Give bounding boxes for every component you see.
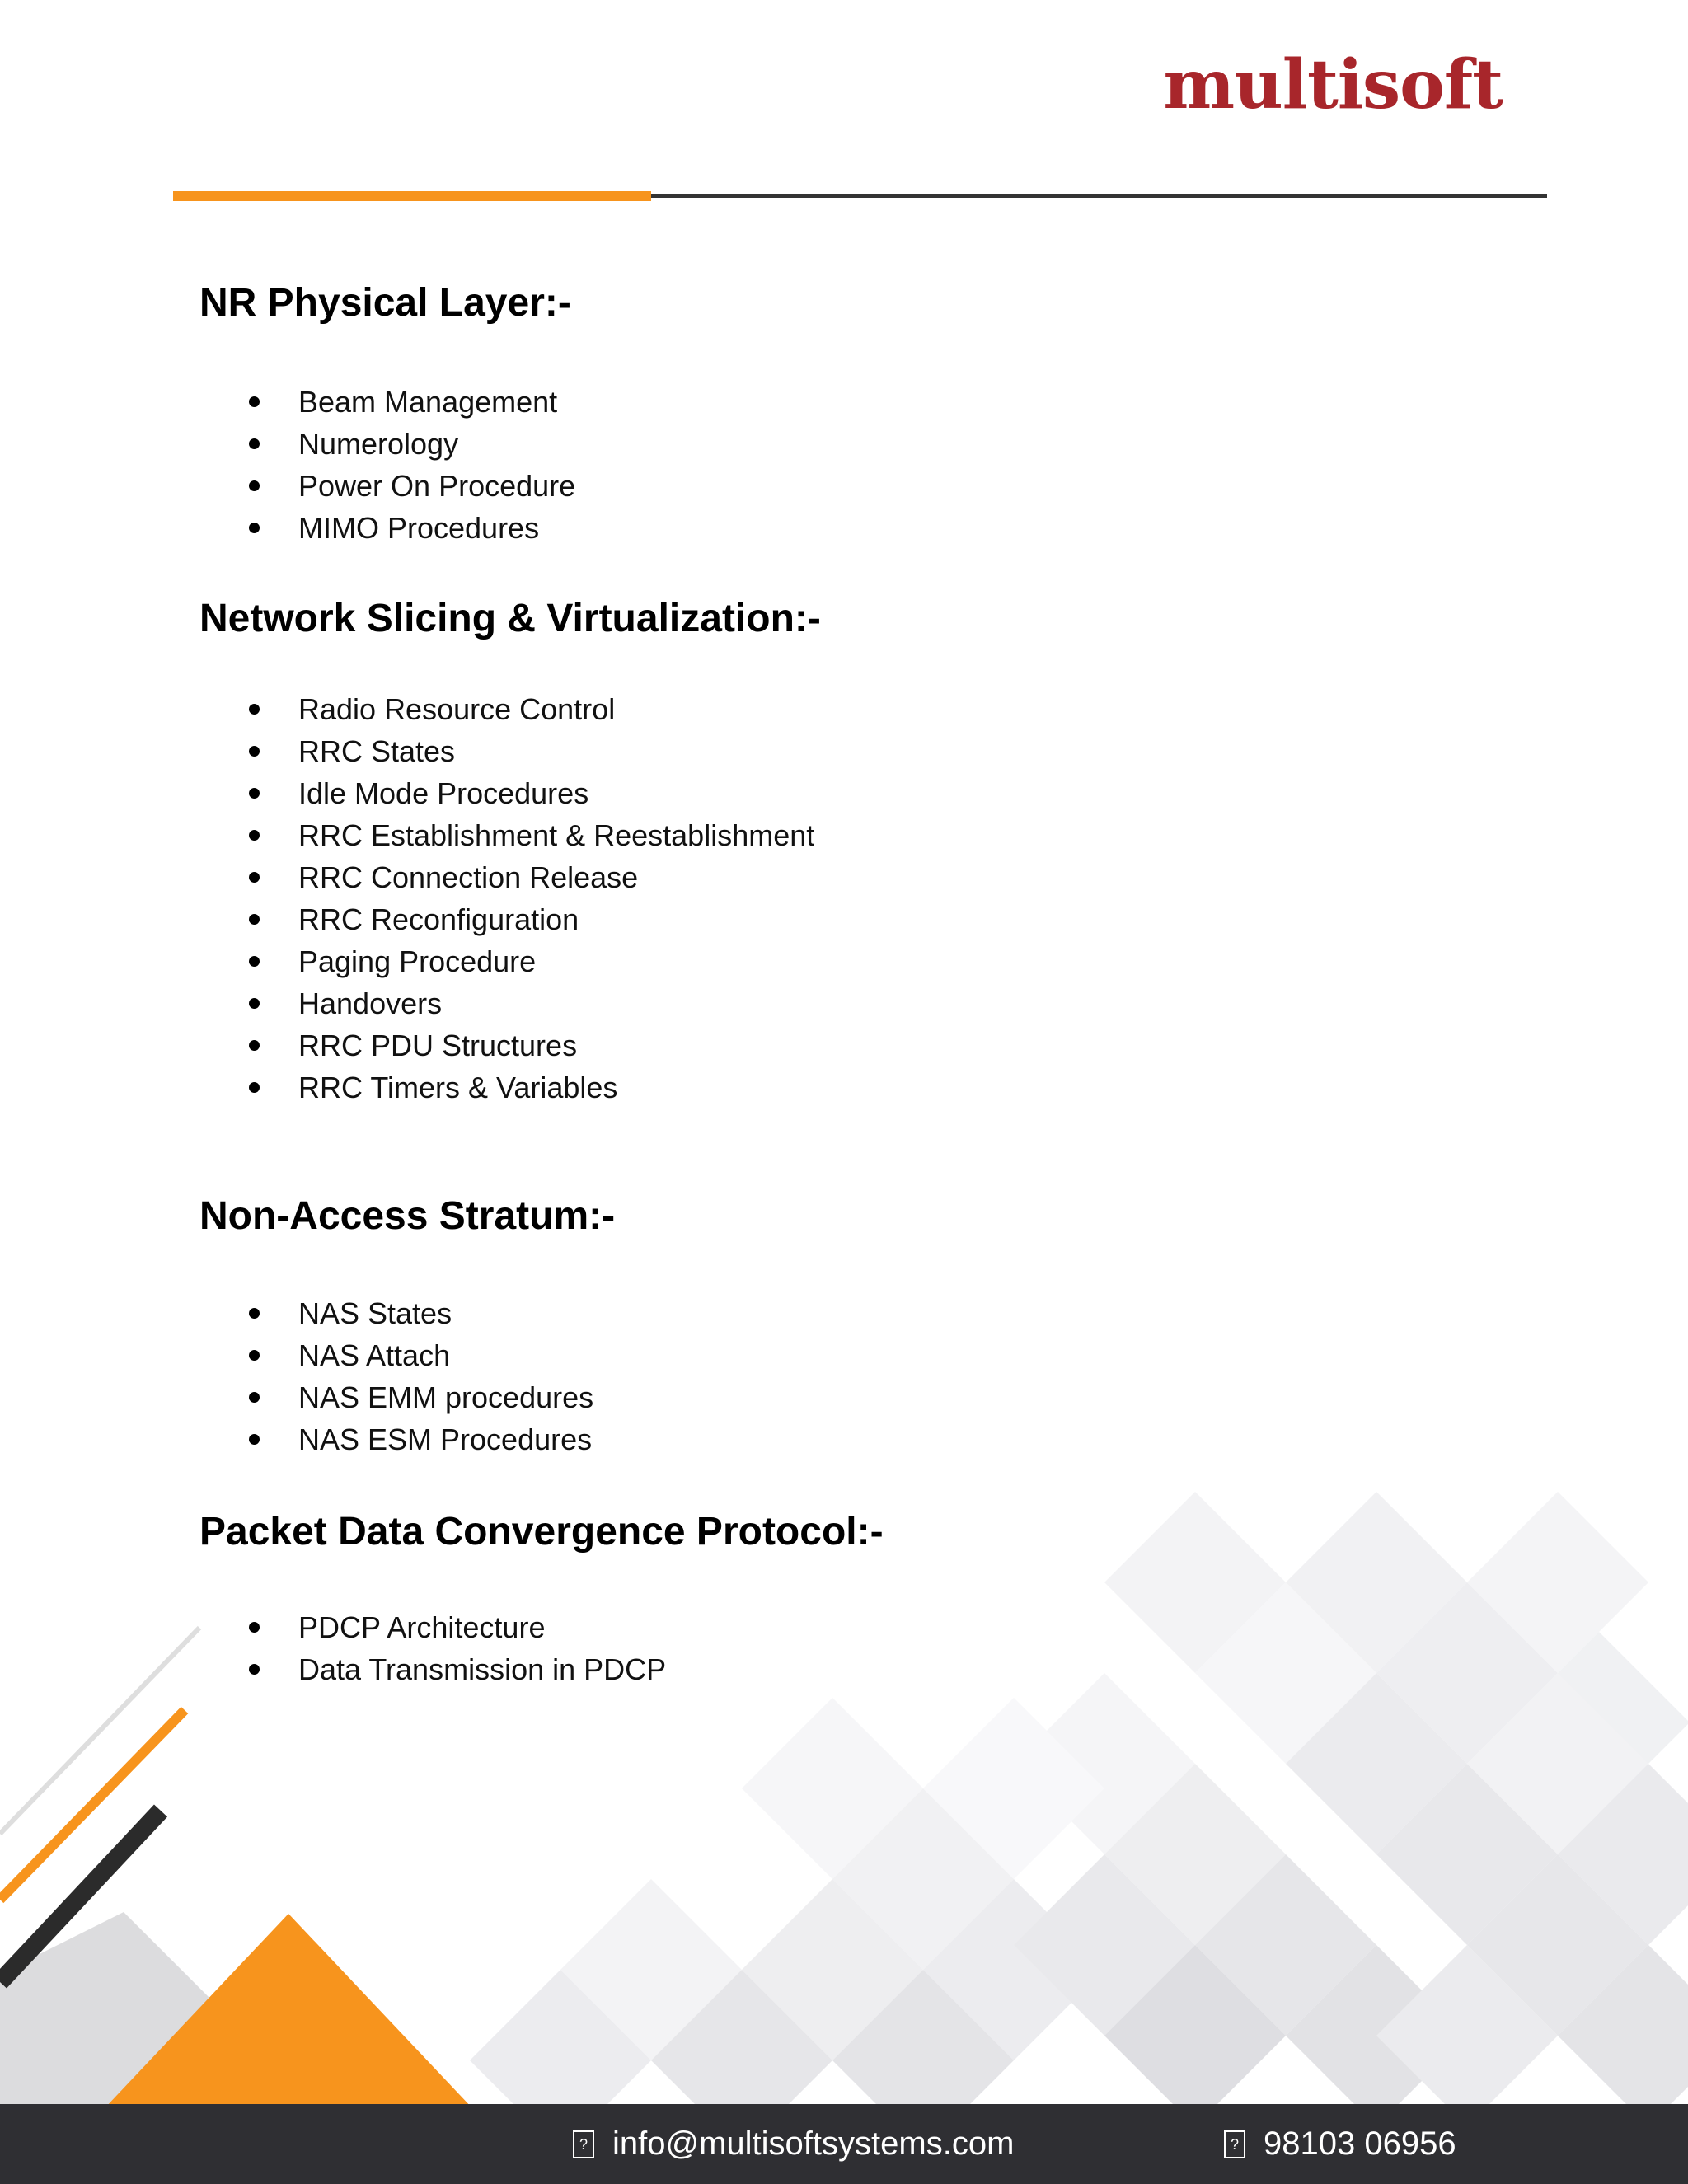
list-item <box>199 381 1353 423</box>
email-icon: ? <box>573 2130 594 2158</box>
list-item-label: RRC States <box>298 734 456 768</box>
header-accent-rule <box>173 191 651 201</box>
bullet-dot <box>249 830 260 841</box>
bullet-list <box>199 381 1353 549</box>
list-item-label: Idle Mode Procedures <box>298 776 589 810</box>
section-title: Non-Access Stratum:- <box>199 1194 616 1238</box>
bullet-dot <box>249 1308 260 1319</box>
list-item <box>199 1024 1353 1066</box>
section-title: Packet Data Convergence Protocol:- <box>199 1510 884 1554</box>
list-item <box>199 730 1353 772</box>
bullet-dot <box>249 872 260 883</box>
bullet-list <box>199 688 1353 1108</box>
list-item-label: NAS ESM Procedures <box>298 1422 593 1456</box>
list-item <box>199 1334 1353 1376</box>
list-item <box>199 1376 1353 1418</box>
list-item <box>199 688 1353 730</box>
section-network-slicing <box>199 596 1353 1108</box>
list-item <box>199 507 1353 549</box>
list-item <box>199 1292 1353 1334</box>
bullet-dot <box>249 1622 260 1633</box>
footer-phone[interactable] <box>1224 2104 1456 2184</box>
list-item-label: MIMO Procedures <box>298 511 540 545</box>
list-item <box>199 814 1353 856</box>
bullet-dot <box>249 1350 260 1361</box>
list-item-label: RRC Connection Release <box>298 860 639 894</box>
bullet-dot <box>249 480 260 491</box>
list-item-label: Beam Management <box>298 385 558 419</box>
list-item <box>199 1606 1353 1648</box>
list-item-label: Numerology <box>298 427 459 461</box>
bullet-dot <box>249 788 260 799</box>
bullet-dot <box>249 1392 260 1403</box>
bullet-dot <box>249 523 260 533</box>
list-item <box>199 772 1353 814</box>
list-item <box>199 1648 1353 1690</box>
section-non-access-stratum <box>199 1193 1353 1460</box>
footer-email[interactable] <box>573 2104 1014 2184</box>
bullet-dot <box>249 1040 260 1051</box>
list-item-label: Handovers <box>298 987 443 1020</box>
bullet-dot <box>249 396 260 407</box>
section-title: NR Physical Layer:- <box>199 281 571 325</box>
phone-icon: ? <box>1224 2130 1245 2158</box>
list-item-label: RRC Timers & Variables <box>298 1071 618 1104</box>
list-item-label: RRC Establishment & Reestablishment <box>298 818 815 852</box>
list-item-label: NAS Attach <box>298 1338 451 1372</box>
list-item-label: Power On Procedure <box>298 469 576 503</box>
section-pdcp <box>199 1509 1353 1690</box>
list-item-label: Radio Resource Control <box>298 692 616 726</box>
list-item <box>199 1066 1353 1108</box>
section-title: Network Slicing & Virtualization:- <box>199 597 821 640</box>
list-item <box>199 856 1353 898</box>
header-divider-rule <box>651 194 1547 198</box>
list-item-label: Paging Procedure <box>298 944 537 978</box>
bullet-dot <box>249 1082 260 1093</box>
list-item-label: NAS States <box>298 1296 452 1330</box>
list-item-label: RRC PDU Structures <box>298 1029 578 1062</box>
list-item <box>199 940 1353 982</box>
list-item <box>199 465 1353 507</box>
list-item <box>199 982 1353 1024</box>
bullet-list <box>199 1606 1353 1690</box>
list-item <box>199 1418 1353 1460</box>
list-item-label: Data Transmission in PDCP <box>298 1652 667 1686</box>
bullet-dot <box>249 914 260 925</box>
bullet-dot <box>249 746 260 757</box>
bullet-dot <box>249 998 260 1009</box>
bullet-list <box>199 1292 1353 1460</box>
section-nr-physical-layer <box>199 280 1353 549</box>
multisoft-logo: multisoft <box>1163 45 1503 124</box>
list-item <box>199 898 1353 940</box>
bullet-dot <box>249 1664 260 1675</box>
bullet-dot <box>249 704 260 715</box>
list-item-label: PDCP Architecture <box>298 1610 546 1644</box>
list-item-label: NAS EMM procedures <box>298 1380 594 1414</box>
list-item-label: RRC Reconfiguration <box>298 902 579 936</box>
phone-number[interactable]: 98103 06956 <box>1264 2125 1456 2162</box>
email-link[interactable]: info@multisoftsystems.com <box>612 2125 1015 2162</box>
bullet-dot <box>249 1434 260 1445</box>
list-item <box>199 423 1353 465</box>
bullet-dot <box>249 956 260 967</box>
bullet-dot <box>249 438 260 449</box>
